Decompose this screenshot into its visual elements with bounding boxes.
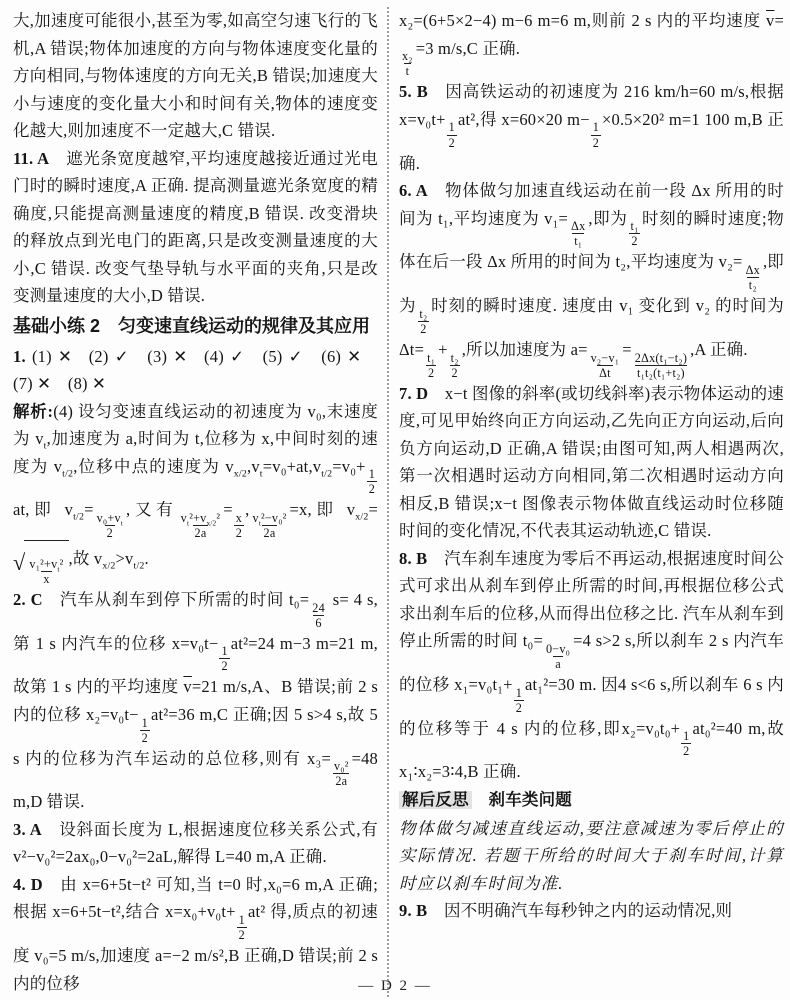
fraction: $\frac{\text{t₁}}{2}$ xyxy=(630,219,639,249)
paragraph: 7. D x−t 图像的斜率(或切线斜率)表示物体运动的速度,可见甲始终向正方向运动,乙先向正方向运动,后向负方向运动,D 正确,A 错误;由图可知,两人相遇两次,第一次相遇时运动方向相同,第二次相遇时运动方向相反,B 错误;x−t 图像表示物体做直线运动时位移随时间的变化情况,不代表其运动轨迹,C 错误. xyxy=(399,383,784,541)
fraction: $\frac{v_t^2+v_{x/2}^2}{2a}$ xyxy=(180,510,221,540)
fraction: $\frac{\Delta x}{\text{t₁}}$ xyxy=(571,219,586,249)
section-heading: 基础小练 2 匀变速直线运动的规律及其应用 xyxy=(13,315,371,336)
paragraph: 1. (1) ✕ (2) ✓ (3) ✕ (4) ✓ (5) ✓ (6) ✕ (7) ✕ (8) ✕ xyxy=(13,346,378,393)
fraction: $\frac{\text{t₂}}{2}$ xyxy=(419,306,428,336)
left-column xyxy=(13,7,387,997)
fraction: $\frac{1}{2}$ xyxy=(141,715,148,745)
right-column xyxy=(387,7,784,997)
fraction: $\frac{v_0+v_t}{2}$ xyxy=(96,510,123,540)
fraction: $\frac{x}{2}$ xyxy=(235,510,243,540)
fraction: $\frac{\text{v₂−v₁}}{\Delta t}$ xyxy=(590,350,620,380)
fraction: $\frac{v_1^2+v_t^2}{x}$ xyxy=(29,556,64,586)
paragraph: 4. D 由 x=6+5t−t² 可知,当 t=0 时,x₀=6 m,A 正确;根据 x=6+5t−t²,结合 x=x₀+v₀t+ $\frac{1}{2}$ at² 得,质点的初速度 v₀=5 m/s,加速度 a=−2 m/s²,B 正确,D 错误;前 2 s 内的位移 xyxy=(13,874,378,993)
fraction: $\frac{v_t^2-v_0^2}{2a}$ xyxy=(252,510,287,540)
fraction: $\frac{\text{x₂}}{t}$ xyxy=(402,49,413,79)
paragraph: x₂=(6+5×2−4) m−6 m=6 m,则前 2 s 内的平均速度 $\overline{v}=$ $\frac{\text{x₂}}{t}$ =3 m/s,C 正确. xyxy=(399,11,784,79)
fraction: $\frac{\text{v₀²}}{2a}$ xyxy=(333,759,349,789)
fraction: $\frac{1}{2}$ xyxy=(683,729,690,759)
reflection-title: 解后反思 刹车类问题 xyxy=(399,786,784,815)
page-number: — D 2 — xyxy=(358,978,432,994)
paragraph: 3. A 设斜面长度为 L,根据速度位移关系公式,有 v²−v₀²=2ax₀,0−v₀²=2aL,解得 L=40 m,A 正确. xyxy=(13,819,378,867)
paragraph: 大,加速度可能很小,甚至为零,如高空匀速飞行的飞机,A 错误;物体加速度的方向与物体速度变化量的方向相同,与物体速度的方向无关,B 错误;加速度大小与速度的变化量大小和时间有关,物体的速度变化越大,则加速度不一定越大,C 错误. xyxy=(13,11,378,140)
fraction: $\frac{\text{t₂}}{2}$ xyxy=(450,350,459,380)
paragraph: 解析:(4) 设匀变速直线运动的初速度为 v₀,末速度为 $v_t$,加速度为 a,时间为 t,位移为 x,中间时刻的速度为 $v_{t/2}$,位移中点的速度为 $v_{x/2},v_t=v_0+at,v_{t/2}=v_0+$ $\frac{1}{2}$ at,即 $v_{t/2}=$ $\frac{v_0+v_t}{2}$ ,又有 $\frac{v_t^2+v_{x/2}^2}{2a}$ = $\frac{x}{2}$ , $\frac{v_t^2-v_0^2}{2a}$ =x,即 $v_{x/2}=$ √ $\frac{v_1^2+v_t^2}{x}$ ,故 $v_{x/2}>v_{t/2}$. xyxy=(13,401,378,586)
paragraph: 6. A 物体做匀加速直线运动在前一段 Δx 所用的时间为 t₁,平均速度为 v₁= $\frac{\Delta x}{\text{t₁}}$ ,即为 $\frac{\text{t₁}}{2}$ 时刻的瞬时速度;物体在后一段 Δx 所用的时间为 t₂,平均速度为 v₂= $\frac{\Delta x}{\text{t₂}}$ ,即为 $\frac{\text{t₂}}{2}$ 时刻的瞬时速度. 速度由 v₁ 变化到 v₂ 的时间为 Δt= $\frac{\text{t₁}}{2}$ + $\frac{\text{t₂}}{2}$ ,所以加速度为 a= $\frac{\text{v₂−v₁}}{\Delta t}$ = $\frac{\text{2Δx(t₁−t₂)}}{\text{t₁t₂(t₁+t₂)}}$ ,A 正确. xyxy=(399,181,785,380)
paragraph: 2. C 汽车从刹车到停下所需的时间 t₀= $\frac{24}{6}$ s= 4 s,第 1 s 内汽车的位移 x=v₀t− $\frac{1}{2}$ at²=24 m−3 m=21 m,故第 1 s 内的平均速度 $\overline{v}=21$ m/s,A、B 错误;前 2 s 内的位移 x₂=v₀t− $\frac{1}{2}$ at²=36 m,C 正确;因 5 s>4 s,故 5 s 内的位移为汽车运动的总位移,则有 x₃= $\frac{\text{v₀²}}{2a}$ =48 m,D 错误. xyxy=(13,589,379,812)
fraction: $\frac{\text{0−v₀}}{a}$ xyxy=(546,641,571,671)
paragraph: 11. A 遮光条宽度越窄,平均速度越接近通过光电门时的瞬时速度,A 正确. 提高测量遮光条宽度的精确度,只能提高测量速度的精度,B 错误. 改变滑块的释放点到光电门的距离,只是改变测量速度的大小,C 错误. 改变气垫导轨与水平面的夹角,只是改变测量速度的大小,D 错误. xyxy=(13,148,378,305)
fraction: $\frac{1}{2}$ xyxy=(448,120,455,150)
square-root: √ $\frac{v_1^2+v_t^2}{x}$ xyxy=(13,540,69,586)
paragraph: 8. B 汽车刹车速度为零后不再运动,根据速度时间公式可求出从刹车到停止所需的时间,再根据位移公式求出刹车后的位移,从而得出位移之比. 汽车从刹车到停止所需的时间 t₀= $\frac{\text{0−v₀}}{a}$ =4 s>2 s,所以刹车 2 s 内汽车的位移 x₁=v₀t₁+ $\frac{1}{2}$ at₁²=30 m. 因4 s<6 s,所以刹车 6 s 内的位移等于 4 s 内的位移,即x₂=v₀t₀+ $\frac{1}{2}$ at₀²=40 m,故 x₁∶x₂=3∶4,B 正确. xyxy=(399,548,785,782)
fraction: $\frac{1}{2}$ xyxy=(592,120,600,150)
fraction: $\frac{\text{2Δx(t₁−t₂)}}{\text{t₁t₂(t₁+t₂)}}$ xyxy=(634,350,688,380)
reflection-body: 物体做匀减速直线运动,要注意减速为零后停止的实际情况. 若题干所给的时间大于刹车时间,计算时应以刹车时间为准. xyxy=(399,818,784,893)
fraction: $\frac{1}{2}$ xyxy=(238,913,245,943)
fraction: $\frac{1}{2}$ xyxy=(221,644,228,674)
paragraph: 5. B 因高铁运动的初速度为 216 km/h=60 m/s,根据 x=v₀t+ $\frac{1}{2}$ at²,得 x=60×20 m− $\frac{1}{2}$ ×0.5×20² m=1 100 m,B 正确. xyxy=(399,82,784,173)
fraction: $\frac{\Delta x}{\text{t₂}}$ xyxy=(745,263,760,293)
fraction: $\frac{24}{6}$ xyxy=(312,600,325,630)
fraction: $\frac{1}{2}$ xyxy=(368,467,375,497)
paragraph: 9. B 因不明确汽车每秒钟之内的运动情况,则 xyxy=(399,901,733,921)
fraction: $\frac{\text{t₁}}{2}$ xyxy=(427,350,436,380)
fraction: $\frac{1}{2}$ xyxy=(515,685,522,715)
